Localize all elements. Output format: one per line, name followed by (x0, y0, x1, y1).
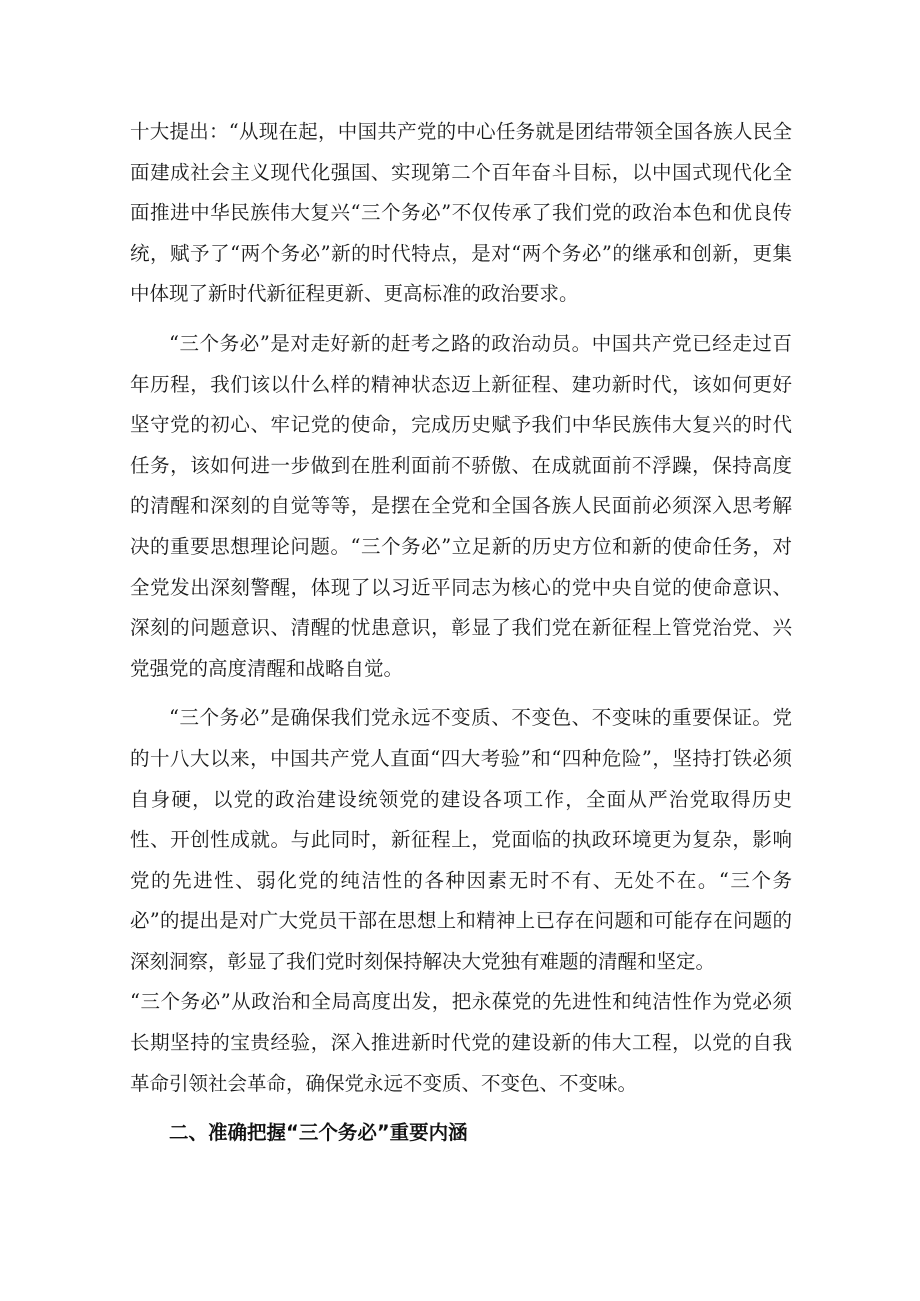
paragraph-2: “三个务必”是对走好新的赶考之路的政治动员。中国共产党已经走过百年历程，我们该以什么样的精神状态迈上新征程、建功新时代，该如何更好坚守党的初心、牢记党的使命，完成历史赋予我们中华民族伟大复兴的时代任务，该如何进一步做到在胜利面前不骄傲、在成就面前不浮躁，保持高度的清醒和深刻的自觉等等，是摆在全党和全国各族人民面前必须深入思考解决的重要思想理论问题。“三个务必”立足新的历史方位和新的使命任务，对全党发出深刻警醒，体现了以习近平同志为核心的党中央自觉的使命意识、深刻的问题意识、清醒的忧患意识，彰显了我们党在新征程上管党治党、兴党强党的高度清醒和战略自觉。 (130, 331, 792, 680)
section-heading: 二、准确把握“三个务必”重要内涵 (169, 1121, 468, 1145)
document-body (130, 112, 792, 1154)
paragraph-4: “三个务必”从政治和全局高度出发，把永葆党的先进性和纯洁性作为党必须长期坚持的宝贵经验，深入推进新时代党的建设新的伟大工程，以党的自我革命引领社会革命，确保党永远不变质、不变色、不变味。 (130, 990, 792, 1095)
paragraph-3: “三个务必”是确保我们党永远不变质、不变色、不变味的重要保证。党的十八大以来，中国共产党人直面“四大考验”和“四种危险”，坚持打铁必须自身硬，以党的政治建设统领党的建设各项工作，全面从严治党取得历史性、开创性成就。与此同时，新征程上，党面临的执政环境更为复杂，影响党的先进性、弱化党的纯洁性的各种因素无时不有、无处不在。“三个务必”的提出是对广大党员干部在思想上和精神上已存在问题和可能存在问题的深刻洞察，彰显了我们党时刻保持解决大党独有难题的清醒和坚定。 (130, 706, 792, 973)
paragraph-1: 十大提出：“从现在起，中国共产党的中心任务就是团结带领全国各族人民全面建成社会主义现代化强国、实现第二个百年奋斗目标，以中国式现代化全面推进中华民族伟大复兴“三个务必”不仅传承了我们党的政治本色和优良传统，赋予了“两个务必”新的时代特点，是对“两个务必”的继承和创新，更集中体现了新时代新征程更新、更高标准的政治要求。 (130, 120, 792, 306)
